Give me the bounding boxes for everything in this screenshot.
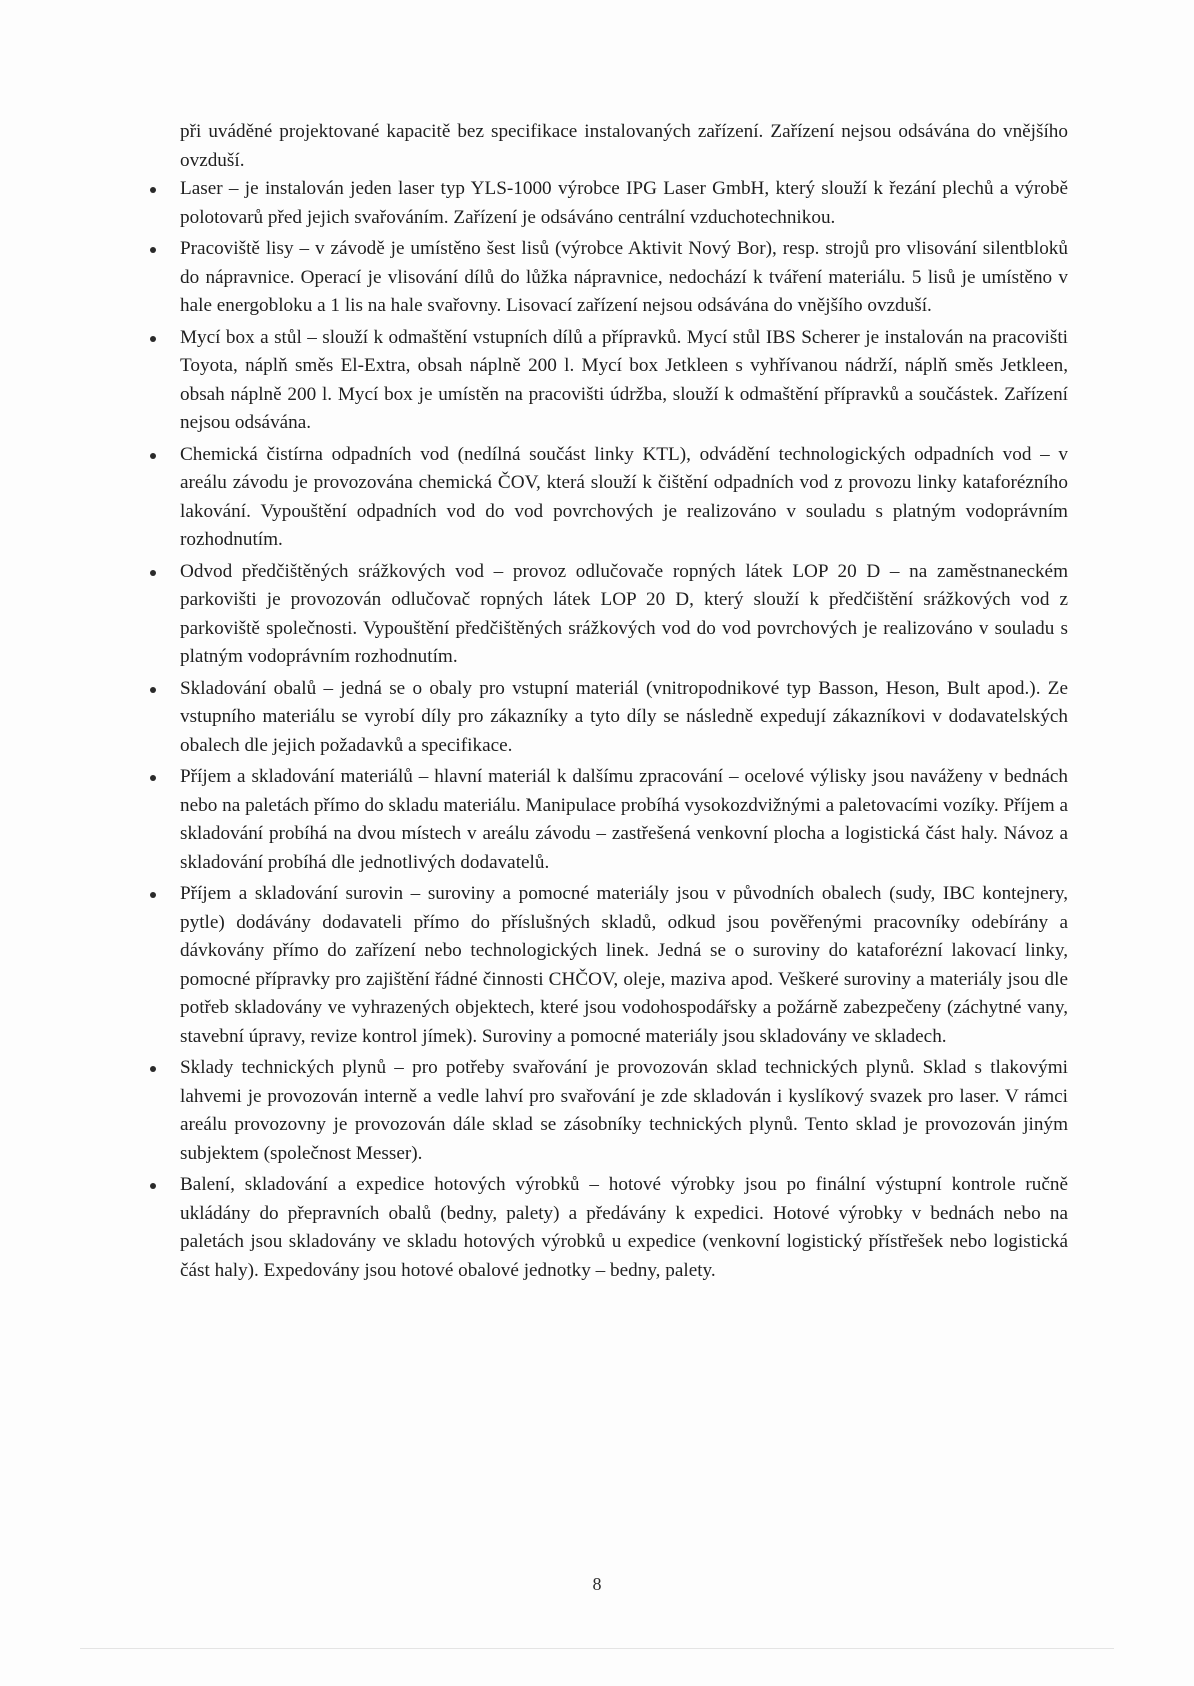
bullet-list [180, 175, 1068, 1285]
bullet-icon [150, 1066, 156, 1072]
bullet-icon [150, 247, 156, 253]
list-item-text: Pracoviště lisy – v závodě je umístěno šest lisů (výrobce Aktivit Nový Bor), resp. strojů pro vlisování silentbloků do nápravnice. Operací je vlisování dílů do lůžka nápravnice, nedochází k tváření materiálu. 5 lisů je umístěno v hale energobloku a 1 lis na hale svařovny. Lisovací zařízení nejsou odsávána do vnějšího ovzduší. [180, 238, 1068, 316]
document-body [180, 118, 1068, 1288]
list-item-packaging-storage [180, 675, 1068, 761]
bullet-icon [150, 892, 156, 898]
list-item-stormwater [180, 558, 1068, 672]
list-item-text: Mycí box a stůl – slouží k odmaštění vstupních dílů a přípravků. Mycí stůl IBS Scherer je instalován na pracovišti Toyota, náplň směs El-Extra, obsah náplně 200 l. Mycí box Jetkleen s vyhřívanou nádrží, náplň směs Jetkleen, obsah náplně 200 l. Mycí box je umístěn na pracovišti údržba, slouží k odmaštění přípravků a součástek. Zařízení nejsou odsávána. [180, 326, 1068, 433]
intro-paragraph: při uváděné projektované kapacitě bez specifikace instalovaných zařízení. Zařízení nejsou odsávána do vnějšího ovzduší. [180, 121, 1068, 171]
list-item-text: Sklady technických plynů – pro potřeby svařování je provozován sklad technických plynů. Sklad s tlakovými lahvemi je provozován interně a vedle lahví pro svařování je zde skladován i kyslíkový svazek pro laser. V rámci areálu provozovny je provozován dále sklad se zásobníky technických plynů. Tento sklad je provozován jiným subjektem (společnost Messer). [180, 1057, 1068, 1164]
bullet-icon [150, 570, 156, 576]
list-item-shipping [180, 1171, 1068, 1285]
bullet-icon [150, 775, 156, 781]
bullet-icon [150, 453, 156, 459]
list-item-gas-storage [180, 1054, 1068, 1168]
list-item-text: Laser – je instalován jeden laser typ YLS-1000 výrobce IPG Laser GmbH, který slouží k řezání plechů a výrobě polotovarů před jejich svařováním. Zařízení je odsáváno centrální vzduchotechnikou. [180, 178, 1068, 228]
bullet-icon [150, 1183, 156, 1189]
page-number: 8 [592, 1574, 602, 1594]
list-item-text: Příjem a skladování surovin – suroviny a pomocné materiály jsou v původních obalech (sudy, IBC kontejnery, pytle) dodávány dodavateli přímo do příslušných skladů, odkud jsou pověřenými pracovníky odebírány a dávkovány přímo do zařízení nebo technologických linek. Jedná se o suroviny do kataforézní lakovací linky, pomocné přípravky pro zajištění řádné činnosti CHČOV, oleje, maziva apod. Veškeré suroviny a materiály jsou dle potřeb skladovány ve vyhrazených objektech, které jsou vodohospodářsky a požárně zabezpečeny (záchytné vany, stavební úpravy, revize kontrol jímek). Suroviny a pomocné materiály jsou skladovány ve skladech. [180, 883, 1068, 1047]
bullet-icon [150, 336, 156, 342]
list-item-text: Příjem a skladování materiálů – hlavní materiál k dalšímu zpracování – ocelové výlisky jsou naváženy v bednách nebo na paletách přímo do skladu materiálu. Manipulace probíhá vysokozdvižnými a paletovacími vozíky. Příjem a skladování probíhá na dvou místech v areálu závodu – zastřešená venkovní plocha a logistická část haly. Návoz a skladování probíhá dle jednotlivých dodavatelů. [180, 766, 1068, 873]
list-item-text: Skladování obalů – jedná se o obaly pro vstupní materiál (vnitropodnikové typ Basson, Heson, Bult apod.). Ze vstupního materiálu se vyrobí díly pro zákazníky a tyto díly se následně expedují zákazníkovi v dodavatelských obalech dle jejich požadavků a specifikace. [180, 677, 1068, 756]
scan-edge-divider [80, 1648, 1114, 1649]
list-item-text: Balení, skladování a expedice hotových výrobků – hotové výrobky jsou po finální výstupní kontrole ručně ukládány do přepravních obalů (bedny, palety) a předávány k expedici. Hotové výrobky v bednách nebo na paletách jsou skladovány ve skladu hotových výrobků u expedice (venkovní logistický přístřešek nebo logistická část haly). Expedovány jsou hotové obalové jednotky – bedny, palety. [180, 1174, 1068, 1281]
list-item-wastewater-plant [180, 441, 1068, 555]
list-item-text: Chemická čistírna odpadních vod (nedílná součást linky KTL), odvádění technologických odpadních vod – v areálu závodu je provozována chemická ČOV, která slouží k čištění odpadních vod z provozu linky kataforézního lakování. Vypouštění odpadních vod do vod povrchových je realizováno v souladu s platným vodoprávním rozhodnutím. [180, 443, 1068, 550]
list-item-text: Odvod předčištěných srážkových vod – provoz odlučovače ropných látek LOP 20 D – na zaměstnaneckém parkovišti je provozován odlučovač ropných látek LOP 20 D, který slouží k předčištění srážkových vod z parkoviště společnosti. Vypouštění předčištěných srážkových vod do vod povrchových je realizováno v souladu s platným vodoprávním rozhodnutím. [180, 560, 1068, 667]
list-item-washing-box [180, 324, 1068, 438]
bullet-icon [150, 687, 156, 693]
list-item-laser [180, 175, 1068, 232]
list-item-presses [180, 235, 1068, 321]
bullet-icon [150, 187, 156, 193]
list-item-material-storage [180, 763, 1068, 877]
list-item-raw-materials [180, 880, 1068, 1051]
